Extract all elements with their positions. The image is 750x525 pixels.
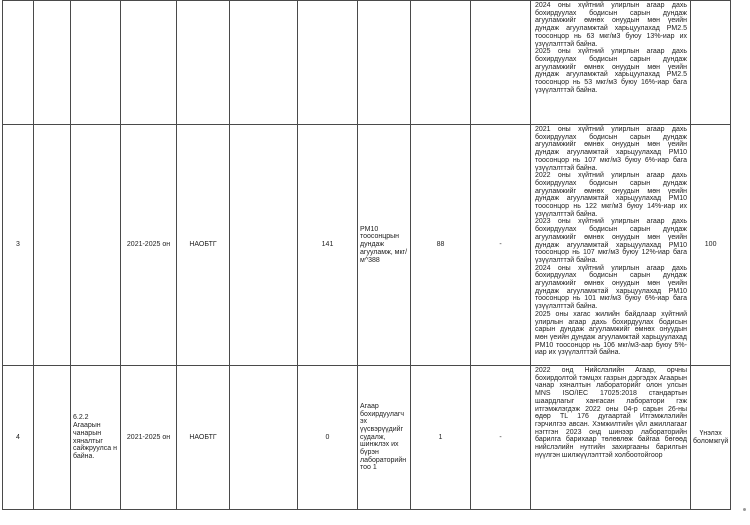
baseline-cell: 0 — [298, 366, 358, 510]
blank-cell — [230, 1, 298, 125]
value-cell: - — [471, 125, 531, 366]
table-row — [3, 125, 731, 366]
indicator-cell — [71, 125, 121, 366]
score-cell: Үнэлэх боломжгүй — [691, 366, 731, 510]
baseline-cell: 141 — [298, 125, 358, 366]
period-cell: 2021-2025 он — [121, 366, 177, 510]
value-cell: - — [471, 366, 531, 510]
blank-cell — [230, 366, 298, 510]
blank-cell — [34, 1, 71, 125]
indicator-cell — [71, 1, 121, 125]
performance-description — [531, 125, 691, 366]
organization-cell — [177, 1, 230, 125]
description-paragraph: 2025 оны хүйтний улирлын агаар дахь бохирдуулах бодисын сарын дундаж агууламжийг өмнөх онуудын мөн үеийн дундаж агууламжтай харьцуулахад PM2.5 тоосонцор нь 53 мкг/м3 буюу 16%-иар бага үзүүлэлттэй байна. — [535, 48, 687, 94]
organization-cell: НАОБТГ — [177, 366, 230, 510]
indicator-cell: 6.2.2 Агаарын чанарын хяналтыг сайжруулса н байна. — [71, 366, 121, 510]
indicator-name-cell: PM10 тоосонцрын дундаж агууламж, мкг/м^388 — [358, 125, 411, 366]
description-paragraph: 2023 оны хүйтний улирлын агаар дахь бохирдуулах бодисын сарын дундаж агууламжийг өмнөх онуудын мөн үеийн дундаж агууламжтай харьцуулахад PM10 тоосонцор нь 107 мкг/м3 буюу 12%-иар бага үзүүлэлттэй байна. — [535, 218, 687, 264]
description-paragraph: 2022 онд Нийслэлийн Агаар, орчны бохирдолтой тэмцэх газрын дэргэдэх Агаарын чанар хяналтын лабораторийг олон улсын MNS ISO/IEC 17025:2018 стандартын шаардлагыг хангасан лаборатори гэж итгэмжлэгдэж 2022 оны 04-р сарын 26-ны өдөр TL 176 дугаартай Итгэмжлэлийн гэрчилгээ авсан. Хэмжилтийн үйл ажиллагааг нэгтгэн 2023 онд шинээр лабораторийн барилга барихаар төлөвлөж байгаа бөгөөд нийслэлийн нутгийн захиргааны барилгын нүүлгэн шилжүүлэлттэй холбоотойгоор — [535, 367, 687, 459]
row-number — [3, 1, 34, 125]
target-cell: 88 — [411, 125, 471, 366]
target-cell: 1 — [411, 366, 471, 510]
row-number: 3 — [3, 125, 34, 366]
score-cell — [691, 1, 731, 125]
period-cell: 2021-2025 он — [121, 125, 177, 366]
blank-cell — [34, 125, 71, 366]
description-paragraph: 2024 оны хүйтний улирлын агаар дахь бохирдуулах бодисын сарын дундаж агууламжийг өмнөх онуудын мөн үеийн дундаж агууламжтай харьцуулахад PM10 тоосонцор нь 101 мкг/м3 буюу 6%-иар бага үзүүлэлттэй байна. — [535, 264, 687, 311]
baseline-cell — [298, 1, 358, 125]
indicator-name-cell — [358, 1, 411, 125]
target-cell — [411, 1, 471, 125]
period-cell — [121, 1, 177, 125]
table-row — [3, 366, 731, 510]
row-number: 4 — [3, 366, 34, 510]
description-paragraph: 2024 оны хүйтний улирлын агаар дахь бохирдуулах бодисын сарын дундаж агууламжийг өмнөх онуудын мөн үеийн дундаж агууламжтай харьцуулахад PM2.5 тоосонцор нь 63 мкг/м3 буюу 13%-иар их үзүүлэлттэй байна. — [535, 2, 687, 48]
blank-cell — [34, 366, 71, 510]
organization-cell: НАОБТГ — [177, 125, 230, 366]
description-paragraph: 2022 оны хүйтний улирлын агаар дахь бохирдуулах бодисын сарын дундаж агууламжийг өмнөх онуудын мөн үеийн дундаж агууламжтай харьцуулахад PM10 тоосонцор нь 122 мкг/м3 буюу 14%-иар их үзүүлэлттэй байна. — [535, 172, 687, 218]
report-table — [2, 0, 731, 510]
description-paragraph: 2025 оны хагас жилийн байдлаар хүйтний улирлын агаар дахь бохирдуулах бодисын сарын дундаж агууламжийг өмнөх онуудын мөн үеийн дундаж агууламжтай харьцуулахад PM10 тоосонцор нь 106 мкг/м3-аар буюу 5%-иар их үзүүлэлттэй байна. — [535, 310, 687, 357]
value-cell — [471, 1, 531, 125]
blank-cell — [230, 125, 298, 366]
performance-description — [531, 1, 691, 125]
scan-mark — [743, 508, 746, 511]
description-paragraph: 2021 оны хүйтний улирлын агаар дахь бохирдуулах бодисын сарын дундаж агууламжийг өмнөх онуудын мөн үеийн дундаж агууламжтай харьцуулахад PM10 тоосонцор нь 107 мкг/м3 буюу 6%-иар бага үзүүлэлттэй байна. — [535, 126, 687, 172]
score-cell: 100 — [691, 125, 731, 366]
table-row — [3, 1, 731, 125]
performance-description — [531, 366, 691, 510]
indicator-name-cell: Агаар бохирдуулагч эх үүсвэрүүдийг судалж, шинжлэх их бүрэн лабораторийн тоо 1 — [358, 366, 411, 510]
